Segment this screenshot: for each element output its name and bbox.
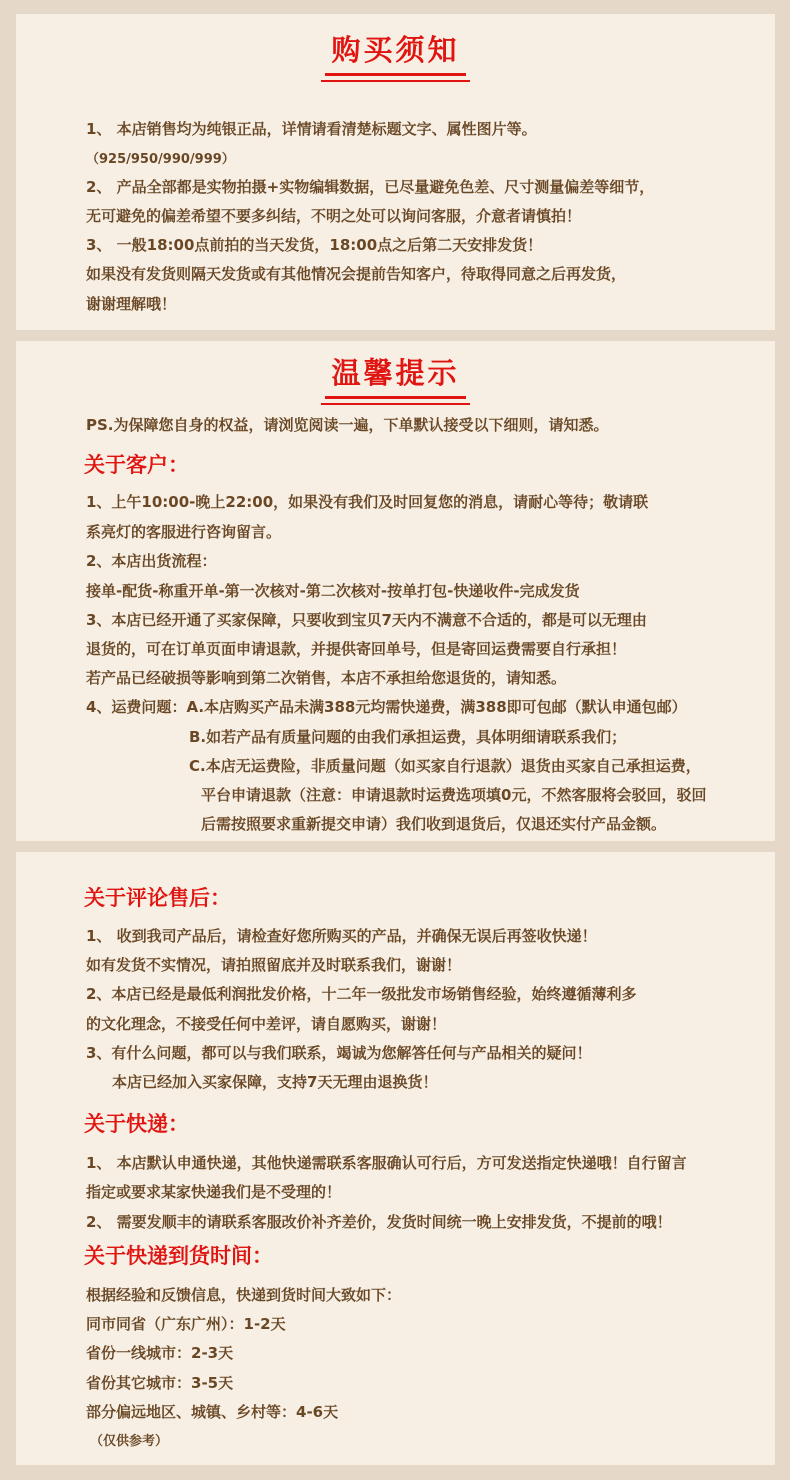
review-line: 的文化理念，不接受任何中差评，请自愿购买，谢谢！	[86, 1015, 447, 1033]
reference-note: （仅供参考）	[90, 1434, 169, 1449]
tip-line: 若产品已经破损等影响到第二次销售，本店不承担给您退货的，请知悉。	[86, 669, 567, 687]
purchase-notice-title: 购买须知	[325, 28, 465, 76]
review-line: 本店已经加入买家保障，支持7天无理由退换货！	[112, 1073, 438, 1091]
tip-line: 系亮灯的客服进行咨询留言。	[86, 523, 282, 541]
tip-line: 4、运费问题：A.本店购买产品未满388元均需快递费，满388即可包邮（默认申通包邮）	[86, 698, 687, 716]
arrival-heading: 关于快递到货时间：	[84, 1244, 273, 1268]
arrival-line: 省份其它城市：3-5天	[86, 1374, 234, 1392]
customer-heading: 关于客户：	[84, 453, 189, 477]
tip-line: 1、上午10:00-晚上22:00，如果没有我们及时回复您的消息，请耐心等待；敬请联	[86, 493, 649, 511]
review-line: 1、 收到我司产品后，请检查好您所购买的产品，并确保无误后再签收快递！	[86, 927, 597, 945]
review-heading: 关于评论售后：	[84, 886, 231, 910]
review-line: 3、有什么问题，都可以与我们联系，竭诚为您解答任何与产品相关的疑问！	[86, 1044, 592, 1062]
purchase-notice-panel	[16, 14, 775, 330]
arrival-line: 省份一线城市：2-3天	[86, 1344, 234, 1362]
after-sales-panel	[16, 852, 775, 1465]
tip-line: 后需按照要求重新提交申请）我们收到退货后，仅退还实付产品金额。	[201, 815, 667, 833]
tip-line: 平台申请退款（注意：申请退款时运费选项填0元，不然客服将会驳回，驳回	[201, 786, 707, 804]
notice-line: 无可避免的偏差希望不要多纠结，不明之处可以询问客服，介意者请慎拍！	[86, 207, 582, 225]
tip-line: 3、本店已经开通了买家保障，只要收到宝贝7天内不满意不合适的，都是可以无理由	[86, 611, 647, 629]
arrival-line: 根据经验和反馈信息，快递到货时间大致如下：	[86, 1286, 402, 1304]
notice-line: 3、 一般18:00点前拍的当天发货，18:00点之后第二天安排发货！	[86, 236, 543, 254]
express-line: 指定或要求某家快递我们是不受理的！	[86, 1183, 342, 1201]
arrival-line: 同市同省（广东广州）：1-2天	[86, 1315, 286, 1333]
warm-tips-panel	[16, 341, 775, 841]
tip-line: 接单-配货-称重开单-第一次核对-第二次核对-按单打包-快递收件-完成发货	[86, 582, 580, 600]
express-heading: 关于快递：	[84, 1112, 189, 1136]
warm-tips-title: 温馨提示	[325, 351, 465, 399]
notice-line: （925/950/990/999）	[86, 152, 235, 167]
tip-line: C.本店无运费险，非质量问题（如买家自行退款）退货由买家自己承担运费，	[189, 757, 701, 775]
notice-line: 1、 本店销售均为纯银正品，详情请看清楚标题文字、属性图片等。	[86, 120, 537, 138]
express-line: 1、 本店默认申通快递，其他快递需联系客服确认可行后，方可发送指定快递哦！自行留言	[86, 1154, 687, 1172]
tip-line: 2、本店出货流程：	[86, 552, 217, 570]
tip-line: B.如若产品有质量问题的由我们承担运费，具体明细请联系我们；	[189, 728, 627, 746]
purchase-notice-title-wrap	[16, 28, 775, 76]
review-line: 2、本店已经是最低利润批发价格，十二年一级批发市场销售经验，始终遵循薄利多	[86, 985, 637, 1003]
ps-note: PS.为保障您自身的权益，请浏览阅读一遍，下单默认接受以下细则，请知悉。	[86, 416, 609, 434]
notice-line: 2、 产品全部都是实物拍摄+实物编辑数据，已尽量避免色差、尺寸测量偏差等细节，	[86, 178, 655, 196]
notice-line: 如果没有发货则隔天发货或有其他情况会提前告知客户，待取得同意之后再发货，	[86, 265, 627, 283]
express-line: 2、 需要发顺丰的请联系客服改价补齐差价，发货时间统一晚上安排发货，不提前的哦！	[86, 1213, 672, 1231]
notice-line: 谢谢理解哦！	[86, 295, 177, 313]
arrival-line: 部分偏远地区、城镇、乡村等：4-6天	[86, 1403, 339, 1421]
tip-line: 退货的，可在订单页面申请退款，并提供寄回单号，但是寄回运费需要自行承担！	[86, 640, 627, 658]
warm-tips-title-wrap	[16, 351, 775, 399]
review-line: 如有发货不实情况，请拍照留底并及时联系我们，谢谢！	[86, 956, 462, 974]
